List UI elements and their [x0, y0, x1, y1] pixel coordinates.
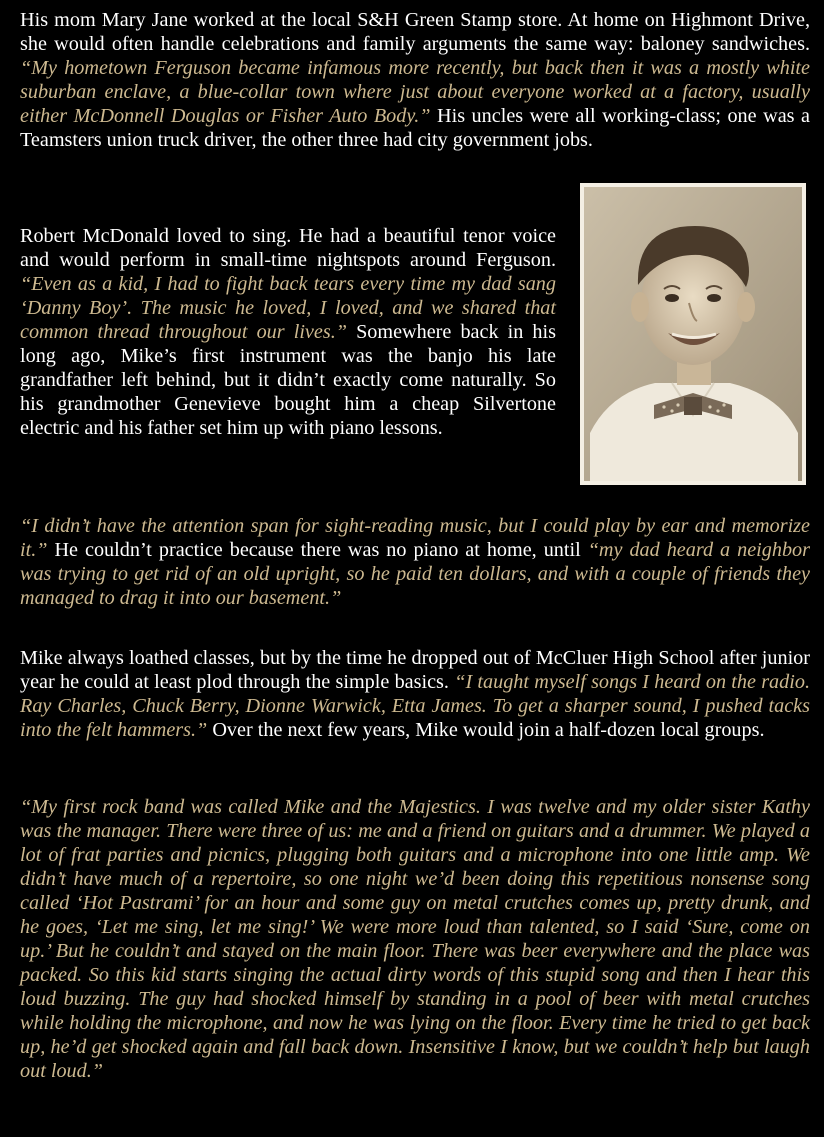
narrative-text: Somewhere back in his long ago, Mike’s first instrument was the banjo his late grandfather left behind, but it didn’t exactly come naturally. So his grandmother Genevieve bought him a cheap Silvertone electric and his father set him up with piano lessons.: [20, 321, 556, 439]
narrative-text: His uncles were all working-class; one was a Teamsters union truck driver, the other three had city government jobs.: [20, 105, 810, 151]
paragraph-3: [20, 514, 810, 610]
narrative-text: Mike always loathed classes, but by the time he dropped out of McCluer High School after junior year he could at least plod through the simple basics.: [20, 647, 810, 693]
paragraph-4: [20, 646, 810, 742]
childhood-photo: [580, 183, 806, 485]
narrative-text: His mom Mary Jane worked at the local S&H Green Stamp store. At home on Highmont Drive, she would often handle celebrations and family arguments the same way: baloney sandwiches.: [20, 9, 810, 55]
narrative-text: Robert McDonald loved to sing. He had a beautiful tenor voice and would perform in small-time nightspots around Ferguson.: [20, 225, 556, 271]
quote-text: “My hometown Ferguson became infamous more recently, but back then it was a mostly white suburban enclave, a blue-collar town where just about everyone worked at a factory, usually either McDonnell Douglas or Fisher Auto Body.”: [20, 57, 810, 127]
paragraph-1: [20, 8, 810, 152]
quote-text: “I didn’t have the attention span for sight-reading music, but I could play by ear and memorize it.”: [20, 515, 810, 561]
paragraph-2: [20, 224, 556, 440]
quote-text: “I taught myself songs I heard on the radio. Ray Charles, Chuck Berry, Dionne Warwick, Etta James. To get a sharper sound, I pushed tacks into the felt hammers.”: [20, 671, 810, 741]
quote-text: “My first rock band was called Mike and the Majestics. I was twelve and my older sister Kathy was the manager. There were three of us: me and a friend on guitars and a drummer. We played a lot of frat parties and picnics, plugging both guitars and a microphone into one little amp. We didn’t have much of a repertoire, so one night we’d been doing this repetitious nonsense song called ‘Hot Pastrami’ for an hour and some guy on metal crutches comes up, pretty drunk, and he goes, ‘Let me sing, let me sing!’ We were more loud than talented, so I said ‘Sure, come on up.’ But he couldn’t and stayed on the main floor. There was beer everywhere and the place was packed. So this kid starts singing the actual dirty words of this stupid song and then I hear this loud buzzing. The guy had shocked himself by standing in a pool of beer with metal crutches while holding the microphone, and now he was lying on the floor. Every time he tried to get back up, he’d get shocked again and fall back down. Insensitive I know, but we couldn’t help but laugh out loud.”: [20, 796, 810, 1082]
boy-portrait-image: [580, 183, 806, 485]
quote-text: “Even as a kid, I had to fight back tears every time my dad sang ‘Danny Boy’. The music he loved, I loved, and we shared that common thread throughout our lives.”: [20, 273, 556, 343]
quote-text: “my dad heard a neighbor was trying to get rid of an old upright, so he paid ten dollars, and with a couple of friends they managed to drag it into our basement.”: [20, 539, 810, 609]
paragraph-5: [20, 795, 810, 1083]
narrative-text: He couldn’t practice because there was no piano at home, until: [47, 539, 588, 561]
narrative-text: Over the next few years, Mike would join a half-dozen local groups.: [207, 719, 765, 741]
